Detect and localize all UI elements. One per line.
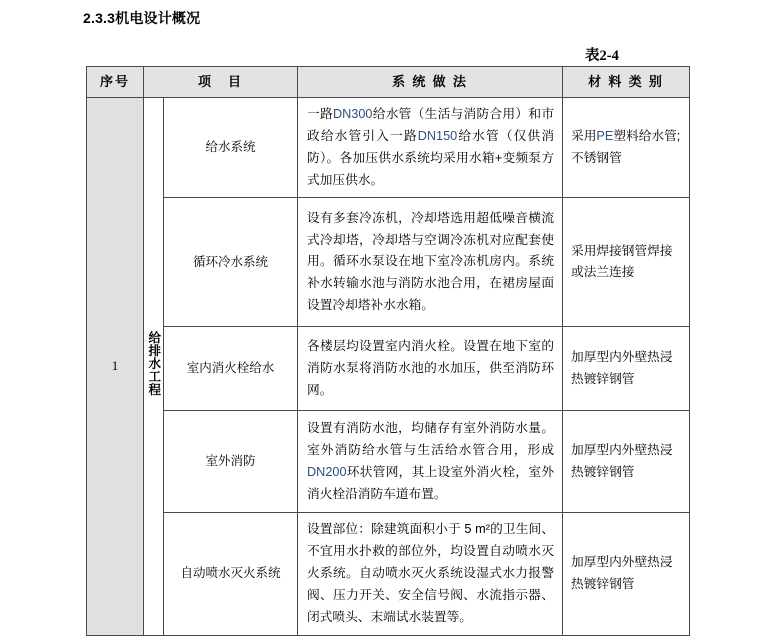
cell-system-description: 各楼层均设置室内消火栓。设置在地下室的消防水泵将消防水池的水加压，供至消防环网。 <box>298 327 563 411</box>
table-row <box>87 98 690 198</box>
cell-item-name: 室外消防 <box>164 411 298 513</box>
table-row <box>87 411 690 513</box>
table-row <box>87 327 690 411</box>
cell-item-name: 室内消火栓给水 <box>164 327 298 411</box>
header-seq: 序号 <box>87 67 144 98</box>
table-header-row <box>87 67 690 98</box>
cell-sequence-number: 1 <box>87 98 144 636</box>
cell-system-description: 设有多套冷冻机，冷却塔选用超低噪音横流式冷却塔，冷却塔与空调冷冻机对应配套使用。循环水泵设在地下室冷冻机房内。系统补水转输水池与消防水池合用，在裙房屋面设置冷却塔补水水箱。 <box>298 198 563 327</box>
cell-material-type: 加厚型内外壁热浸热镀锌钢管 <box>563 513 690 635</box>
cell-material-type: 加厚型内外壁热浸热镀锌钢管 <box>563 327 690 411</box>
table-header <box>87 67 690 98</box>
table-row <box>87 513 690 635</box>
table-caption: 表2-4 <box>585 48 619 64</box>
header-material: 材 料 类 别 <box>563 67 690 98</box>
section-heading: 2.3.3机电设计概况 <box>83 10 201 26</box>
cell-material-type: 采用PE塑料给水管;不锈钢管 <box>563 98 690 198</box>
table-body <box>87 98 690 636</box>
header-item: 项 目 <box>144 67 298 98</box>
cell-material-type: 采用焊接钢管焊接或法兰连接 <box>563 198 690 327</box>
group-label-text: 给排水工程 <box>146 330 161 396</box>
cell-item-name: 循环冷水系统 <box>164 198 298 327</box>
mep-design-overview-table <box>86 66 690 636</box>
cell-system-description: 设置部位：除建筑面积小于 5 m²的卫生间、不宜用水扑救的部位外，均设置自动喷水灭火系统。自动喷水灭火系统设湿式水力报警阀、压力开关、安全信号阀、水流指示器、闭式喷头、末端试水装置等。 <box>298 513 563 635</box>
cell-system-description: 设置有消防水池，均储存有室外消防水量。室外消防给水管与生活给水管合用，形成DN200环状管网，其上设室外消火栓，室外消火栓沿消防车道布置。 <box>298 411 563 513</box>
cell-group-label <box>144 98 164 636</box>
cell-material-type: 加厚型内外壁热浸热镀锌钢管 <box>563 411 690 513</box>
cell-item-name: 给水系统 <box>164 98 298 198</box>
table-row <box>87 198 690 327</box>
cell-system-description: 一路DN300给水管（生活与消防合用）和市政给水管引入一路DN150给水管（仅供消防）。各加压供水系统均采用水箱+变频泵方式加压供水。 <box>298 98 563 198</box>
header-system: 系 统 做 法 <box>298 67 563 98</box>
cell-item-name: 自动喷水灭火系统 <box>164 513 298 635</box>
